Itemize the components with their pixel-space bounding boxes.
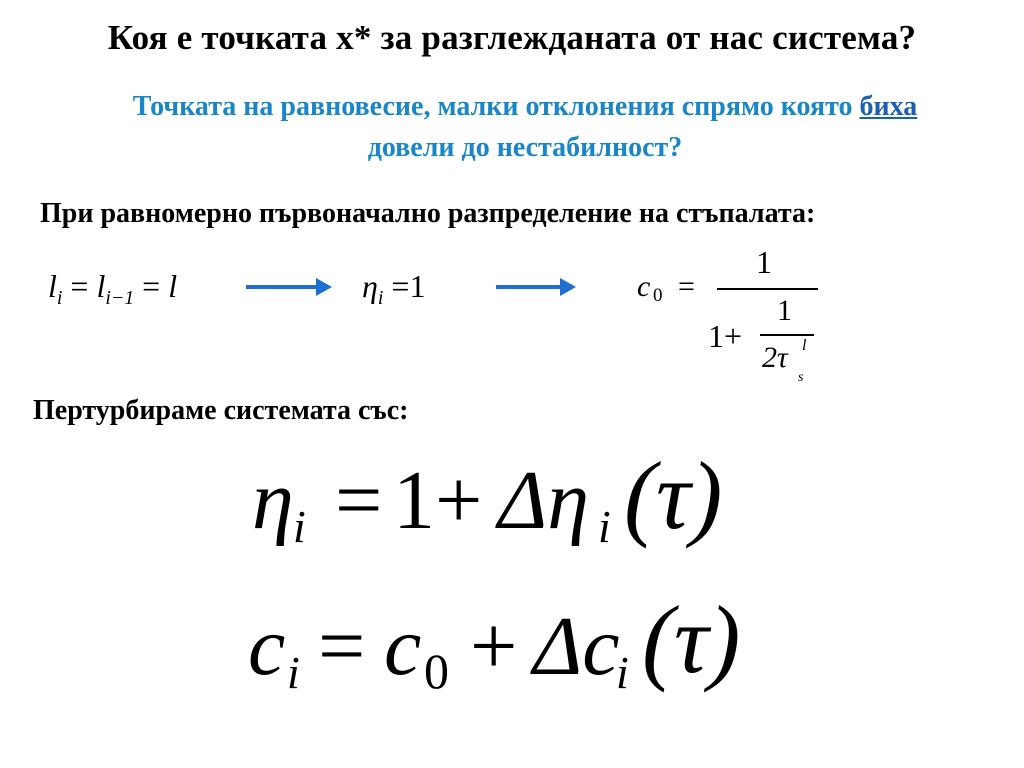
one-plus: 1+ — [393, 454, 483, 547]
var-c: c — [248, 600, 286, 693]
subtitle-link-word[interactable]: биха — [859, 91, 918, 122]
sub-i: i — [377, 286, 384, 309]
sub-i: i — [56, 286, 63, 309]
var-l: l — [168, 268, 178, 304]
sub-zero: 0 — [424, 643, 449, 699]
section-heading-perturbation: Пертурбираме системата със: — [33, 395, 409, 426]
right-arrow-icon — [496, 285, 562, 289]
equals-sign: = — [142, 268, 161, 304]
subtitle-line2-text: довели до нестабилност? — [367, 132, 683, 163]
var-c: c — [637, 270, 651, 303]
argument-tau: (τ) — [624, 442, 723, 549]
var-eta: η — [252, 454, 294, 547]
equals-sign: = — [335, 454, 383, 547]
equals-sign: = — [678, 270, 695, 303]
two-tau: 2τ — [762, 341, 788, 374]
sup-l: l — [802, 337, 807, 354]
var-l: l — [48, 268, 57, 304]
number-one: 1 — [409, 268, 426, 304]
numerator-one: 1 — [756, 244, 772, 280]
section-heading-initial-distribution: При равномерно първоначално разпределение на стъпалата: — [40, 198, 816, 229]
fraction-line-inner — [760, 334, 814, 336]
fraction-line-main — [717, 288, 818, 290]
sub-i-minus-1: i−1 — [105, 286, 135, 309]
argument-tau: (τ) — [642, 586, 741, 693]
equals-sign: = — [318, 600, 366, 693]
right-arrow-icon — [246, 285, 318, 289]
equals-sign: = — [391, 268, 410, 304]
subtitle-line1-text: Точката на равновесие, малки отклонения спрямо която — [132, 91, 860, 122]
one-plus: 1+ — [708, 318, 743, 354]
var-c: c — [384, 600, 422, 693]
equation-eta-initial — [362, 268, 426, 309]
sub-i: i — [598, 501, 611, 552]
sub-s: s — [798, 370, 804, 385]
sub-i: i — [616, 647, 629, 698]
sub-zero: 0 — [653, 285, 663, 306]
equals-sign: = — [70, 268, 89, 304]
sub-i: i — [287, 647, 300, 698]
var-eta: η — [362, 268, 378, 304]
delta-c: Δc — [533, 600, 620, 693]
delta-eta: Δη — [498, 454, 589, 547]
plus-sign: + — [470, 600, 518, 693]
slide-title: Коя е точката х* за разглежданата от нас система? — [107, 18, 917, 57]
inner-numerator-one: 1 — [777, 294, 792, 327]
subtitle-question — [0, 86, 1024, 168]
equation-step-lengths — [48, 268, 178, 309]
var-l: l — [96, 268, 106, 304]
sub-i: i — [293, 501, 306, 552]
